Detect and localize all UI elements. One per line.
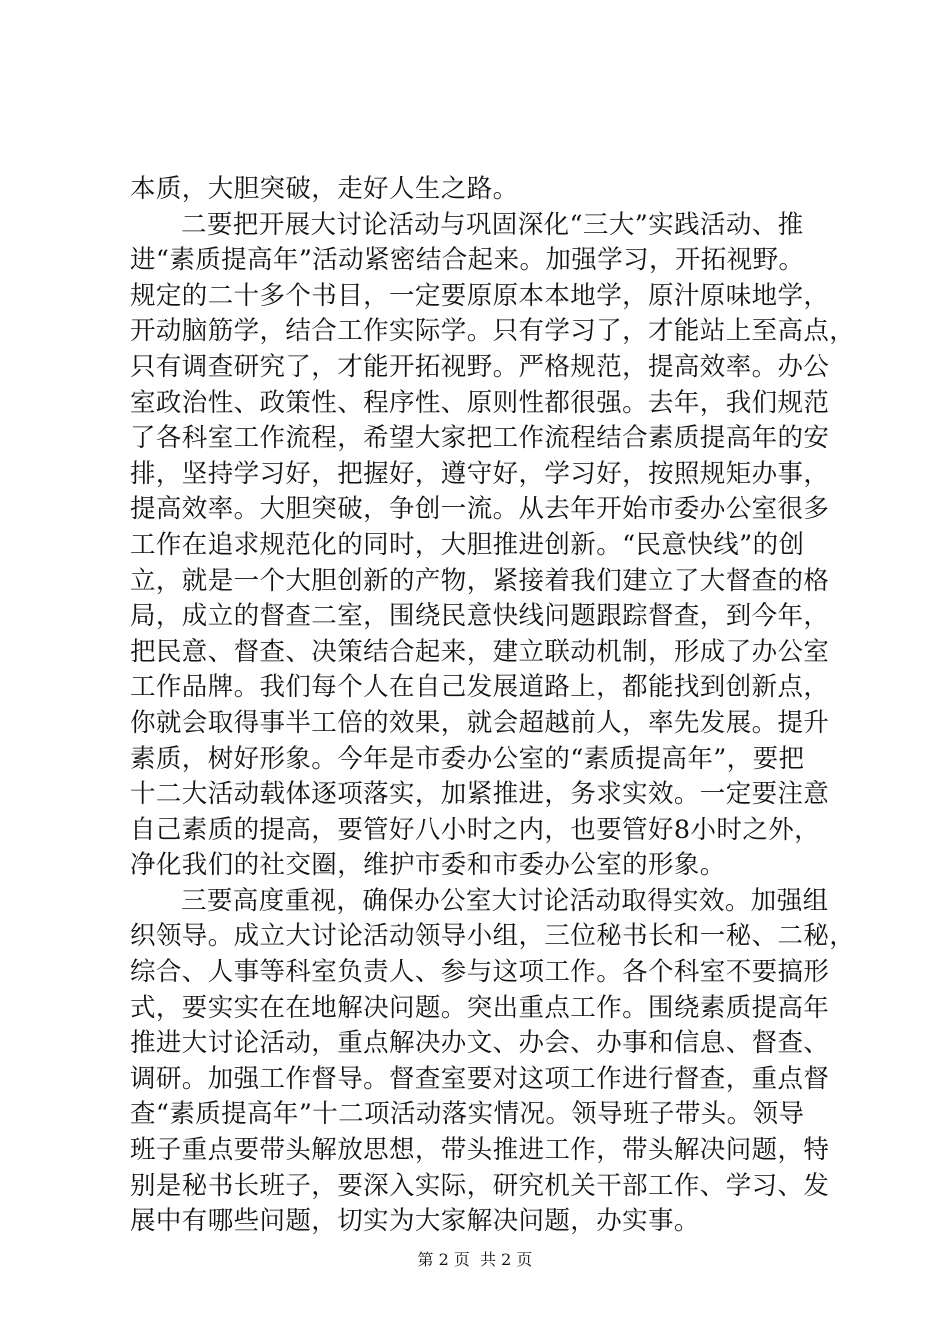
text-line: 三要高度重视，确保办公室大讨论活动取得实效。加强组 (181, 885, 829, 916)
text-line: 局，成立的督查二室，围绕民意快线问题跟踪督查，到今年， (130, 601, 830, 632)
text-line: 推进大讨论活动，重点解决办文、办会、办事和信息、督查、 (130, 1028, 830, 1059)
text-line: 了各科室工作流程，希望大家把工作流程结合素质提高年的安 (130, 423, 830, 454)
text-line: 把民意、督查、决策结合起来，建立联动机制，形成了办公室 (130, 636, 830, 667)
text-line: 净化我们的社交圈，维护市委和市委办公室的形象。 (130, 850, 726, 881)
document-body (130, 172, 856, 1240)
text-line: 室政治性、政策性、程序性、原则性都很强。去年，我们规范 (130, 387, 830, 418)
paragraph-3 (130, 884, 856, 1240)
text-line: 本质，大胆突破，走好人生之路。 (130, 174, 519, 204)
page-number-footer: 第 2 页 共 2 页 (417, 1250, 533, 1269)
paragraph-2 (130, 208, 856, 884)
text-line: 你就会取得事半工倍的效果，就会超越前人，率先发展。提升 (130, 707, 830, 738)
text-line: 立，就是一个大胆创新的产物，紧接着我们建立了大督查的格 (130, 565, 830, 596)
text-line: 只有调查研究了，才能开拓视野。严格规范，提高效率。办公 (130, 351, 830, 382)
text-line: 进“素质提高年”活动紧密结合起来。加强学习，开拓视野。 (130, 245, 805, 276)
text-line: 别是秘书长班子，要深入实际，研究机关干部工作、学习、发 (130, 1170, 830, 1201)
paragraph-1 (130, 172, 830, 208)
text-line: 素质，树好形象。今年是市委办公室的“素质提高年”，要把 (130, 743, 805, 774)
text-line: 式，要实实在在地解决问题。突出重点工作。围绕素质提高年 (130, 992, 830, 1023)
text-line: 开动脑筋学，结合工作实际学。只有学习了，才能站上至高点， (130, 316, 856, 347)
text-line: 展中有哪些问题，切实为大家解决问题，办实事。 (130, 1206, 700, 1237)
text-line: 工作品牌。我们每个人在自己发展道路上，都能找到创新点， (130, 672, 830, 703)
text-line: 十二大活动载体逐项落实，加紧推进，务求实效。一定要注意 (130, 779, 830, 810)
text-line: 综合、人事等科室负责人、参与这项工作。各个科室不要搞形 (130, 957, 830, 988)
text-line: 提高效率。大胆突破，争创一流。从去年开始市委办公室很多 (130, 494, 830, 525)
text-line: 工作在追求规范化的同时，大胆推进创新。“民意快线”的创 (130, 529, 805, 560)
text-line: 织领导。成立大讨论活动领导小组，三位秘书长和一秘、二秘， (130, 921, 856, 952)
text-line: 调研。加强工作督导。督查室要对这项工作进行督查，重点督 (130, 1063, 830, 1094)
text-line: 排，坚持学习好，把握好，遵守好，学习好，按照规矩办事， (130, 458, 830, 489)
text-line: 规定的二十多个书目，一定要原原本本地学，原汁原味地学， (130, 280, 830, 311)
text-line: 班子重点要带头解放思想，带头推进工作，带头解决问题，特 (130, 1135, 830, 1166)
text-line: 二要把开展大讨论活动与巩固深化“三大”实践活动、推 (181, 209, 804, 240)
text-line: 查“素质提高年”十二项活动落实情况。领导班子带头。领导 (130, 1099, 805, 1130)
text-line: 自己素质的提高，要管好八小时之内，也要管好8小时之外， (130, 814, 821, 845)
